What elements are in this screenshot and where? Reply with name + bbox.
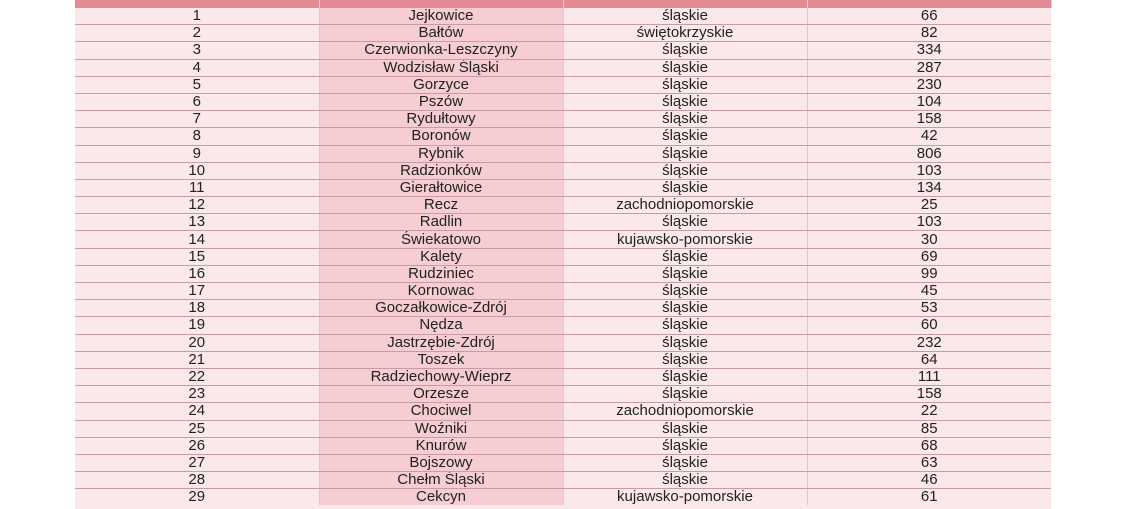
ranking-table-container <box>75 0 1051 506</box>
rank-cell: 13 <box>75 214 319 231</box>
count-cell: 53 <box>807 300 1051 317</box>
rank-cell: 24 <box>75 403 319 420</box>
rank-cell: 23 <box>75 386 319 403</box>
municipality-cell: Knurów <box>319 437 563 454</box>
count-cell: 287 <box>807 59 1051 76</box>
municipality-cell: Gierałtowice <box>319 179 563 196</box>
table-row <box>75 145 1051 162</box>
table-row <box>75 334 1051 351</box>
count-cell: 232 <box>807 334 1051 351</box>
table-row <box>75 197 1051 214</box>
count-cell: 111 <box>807 368 1051 385</box>
municipality-cell: Woźniki <box>319 420 563 437</box>
count-cell: 334 <box>807 42 1051 59</box>
rank-cell: 6 <box>75 93 319 110</box>
table-row <box>75 179 1051 196</box>
voivodeship-cell: śląskie <box>563 179 807 196</box>
count-cell: 806 <box>807 145 1051 162</box>
count-cell: 46 <box>807 472 1051 489</box>
municipality-cell: Cekcyn <box>319 489 563 506</box>
municipality-cell: Bałtów <box>319 25 563 42</box>
rank-cell: 16 <box>75 265 319 282</box>
table-row <box>75 93 1051 110</box>
count-cell: 103 <box>807 162 1051 179</box>
municipality-cell: Kalety <box>319 248 563 265</box>
rank-cell: 12 <box>75 197 319 214</box>
voivodeship-cell: śląskie <box>563 162 807 179</box>
table-row <box>75 317 1051 334</box>
table-body <box>75 8 1051 506</box>
municipality-cell: Rudziniec <box>319 265 563 282</box>
header-rank <box>75 0 319 8</box>
voivodeship-cell: zachodniopomorskie <box>563 197 807 214</box>
voivodeship-cell: śląskie <box>563 8 807 25</box>
municipality-cell: Boronów <box>319 128 563 145</box>
voivodeship-cell: śląskie <box>563 214 807 231</box>
table-row <box>75 231 1051 248</box>
municipality-cell: Toszek <box>319 351 563 368</box>
voivodeship-cell: świętokrzyskie <box>563 25 807 42</box>
table-row <box>75 25 1051 42</box>
rank-cell: 19 <box>75 317 319 334</box>
municipality-cell: Goczałkowice-Zdrój <box>319 300 563 317</box>
rank-cell: 25 <box>75 420 319 437</box>
table-row <box>75 403 1051 420</box>
rank-cell: 28 <box>75 472 319 489</box>
rank-cell: 20 <box>75 334 319 351</box>
count-cell: 158 <box>807 111 1051 128</box>
municipality-cell: Jejkowice <box>319 8 563 25</box>
ranking-table <box>75 0 1052 506</box>
count-cell: 230 <box>807 76 1051 93</box>
rank-cell: 2 <box>75 25 319 42</box>
table-row <box>75 128 1051 145</box>
voivodeship-cell: śląskie <box>563 42 807 59</box>
rank-cell: 9 <box>75 145 319 162</box>
voivodeship-cell: śląskie <box>563 454 807 471</box>
table-row <box>75 265 1051 282</box>
rank-cell: 22 <box>75 368 319 385</box>
header-voivodeship <box>563 0 807 8</box>
rank-cell: 1 <box>75 8 319 25</box>
voivodeship-cell: śląskie <box>563 300 807 317</box>
table-row <box>75 454 1051 471</box>
rank-cell: 4 <box>75 59 319 76</box>
count-cell: 42 <box>807 128 1051 145</box>
table-row <box>75 8 1051 25</box>
rank-cell: 11 <box>75 179 319 196</box>
voivodeship-cell: śląskie <box>563 368 807 385</box>
voivodeship-cell: śląskie <box>563 283 807 300</box>
voivodeship-cell: śląskie <box>563 59 807 76</box>
table-row <box>75 111 1051 128</box>
count-cell: 63 <box>807 454 1051 471</box>
header-count <box>807 0 1051 8</box>
count-cell: 99 <box>807 265 1051 282</box>
voivodeship-cell: kujawsko-pomorskie <box>563 231 807 248</box>
table-row <box>75 76 1051 93</box>
count-cell: 30 <box>807 231 1051 248</box>
count-cell: 45 <box>807 283 1051 300</box>
count-cell: 69 <box>807 248 1051 265</box>
rank-cell: 3 <box>75 42 319 59</box>
table-row <box>75 214 1051 231</box>
rank-cell: 8 <box>75 128 319 145</box>
table-row <box>75 368 1051 385</box>
municipality-cell: Rydułtowy <box>319 111 563 128</box>
table-header <box>75 0 1051 8</box>
rank-cell: 27 <box>75 454 319 471</box>
count-cell: 104 <box>807 93 1051 110</box>
voivodeship-cell: śląskie <box>563 472 807 489</box>
table-row <box>75 472 1051 489</box>
voivodeship-cell: śląskie <box>563 351 807 368</box>
count-cell: 82 <box>807 25 1051 42</box>
voivodeship-cell: śląskie <box>563 248 807 265</box>
municipality-cell: Radlin <box>319 214 563 231</box>
table-row <box>75 386 1051 403</box>
header-municipality <box>319 0 563 8</box>
table-bottom-edge <box>75 505 1051 509</box>
table-row <box>75 420 1051 437</box>
voivodeship-cell: śląskie <box>563 128 807 145</box>
municipality-cell: Orzesze <box>319 386 563 403</box>
table-row <box>75 300 1051 317</box>
count-cell: 64 <box>807 351 1051 368</box>
municipality-cell: Kornowac <box>319 283 563 300</box>
table-row <box>75 351 1051 368</box>
count-cell: 25 <box>807 197 1051 214</box>
voivodeship-cell: śląskie <box>563 420 807 437</box>
municipality-cell: Czerwionka-Leszczyny <box>319 42 563 59</box>
rank-cell: 29 <box>75 489 319 506</box>
voivodeship-cell: śląskie <box>563 93 807 110</box>
count-cell: 158 <box>807 386 1051 403</box>
table-row <box>75 489 1051 506</box>
table-row <box>75 283 1051 300</box>
voivodeship-cell: zachodniopomorskie <box>563 403 807 420</box>
voivodeship-cell: śląskie <box>563 386 807 403</box>
rank-cell: 7 <box>75 111 319 128</box>
rank-cell: 17 <box>75 283 319 300</box>
table-row <box>75 162 1051 179</box>
municipality-cell: Nędza <box>319 317 563 334</box>
rank-cell: 15 <box>75 248 319 265</box>
voivodeship-cell: śląskie <box>563 317 807 334</box>
count-cell: 66 <box>807 8 1051 25</box>
rank-cell: 18 <box>75 300 319 317</box>
municipality-cell: Chełm Śląski <box>319 472 563 489</box>
rank-cell: 14 <box>75 231 319 248</box>
voivodeship-cell: śląskie <box>563 111 807 128</box>
voivodeship-cell: śląskie <box>563 76 807 93</box>
municipality-cell: Jastrzębie-Zdrój <box>319 334 563 351</box>
count-cell: 85 <box>807 420 1051 437</box>
count-cell: 22 <box>807 403 1051 420</box>
count-cell: 103 <box>807 214 1051 231</box>
voivodeship-cell: kujawsko-pomorskie <box>563 489 807 506</box>
rank-cell: 21 <box>75 351 319 368</box>
table-row <box>75 437 1051 454</box>
count-cell: 61 <box>807 489 1051 506</box>
municipality-cell: Wodzisław Śląski <box>319 59 563 76</box>
count-cell: 60 <box>807 317 1051 334</box>
rank-cell: 26 <box>75 437 319 454</box>
table-row <box>75 59 1051 76</box>
rank-cell: 10 <box>75 162 319 179</box>
municipality-cell: Pszów <box>319 93 563 110</box>
header-row <box>75 0 1051 8</box>
voivodeship-cell: śląskie <box>563 265 807 282</box>
voivodeship-cell: śląskie <box>563 437 807 454</box>
municipality-cell: Gorzyce <box>319 76 563 93</box>
rank-cell: 5 <box>75 76 319 93</box>
municipality-cell: Świekatowo <box>319 231 563 248</box>
municipality-cell: Bojszowy <box>319 454 563 471</box>
table-row <box>75 248 1051 265</box>
municipality-cell: Radziechowy-Wieprz <box>319 368 563 385</box>
count-cell: 134 <box>807 179 1051 196</box>
municipality-cell: Rybnik <box>319 145 563 162</box>
voivodeship-cell: śląskie <box>563 334 807 351</box>
municipality-cell: Radzionków <box>319 162 563 179</box>
voivodeship-cell: śląskie <box>563 145 807 162</box>
municipality-cell: Recz <box>319 197 563 214</box>
table-row <box>75 42 1051 59</box>
count-cell: 68 <box>807 437 1051 454</box>
municipality-cell: Chociwel <box>319 403 563 420</box>
